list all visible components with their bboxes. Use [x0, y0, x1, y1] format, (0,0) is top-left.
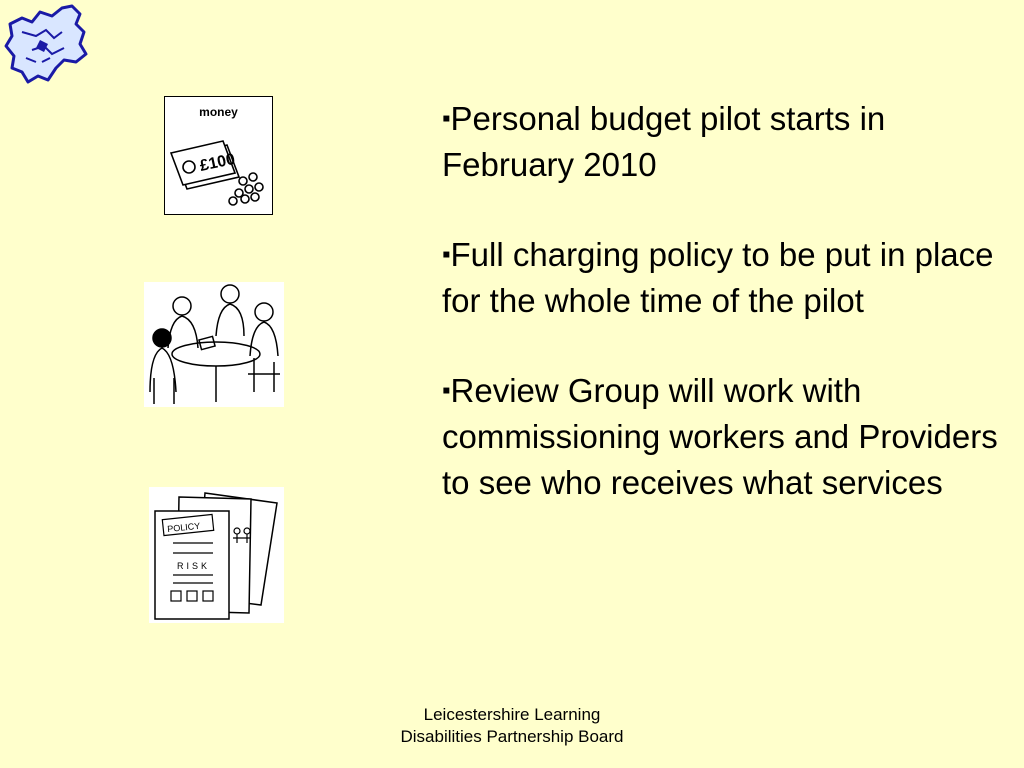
- bullet-text: Review Group will work with commissioning workers and Providers to see who receives what services: [442, 372, 998, 501]
- footer: [312, 704, 712, 748]
- bullet-marker: ▪: [442, 241, 451, 268]
- bullet-list: [442, 96, 1002, 506]
- money-note-text: £100: [198, 150, 237, 175]
- bullet-item: [442, 232, 1002, 324]
- meeting-icon: [144, 282, 284, 407]
- bullet-item: [442, 96, 1002, 188]
- money-label: money: [199, 105, 238, 119]
- policy-documents-picture: [149, 487, 284, 623]
- bullet-marker: ▪: [442, 105, 451, 132]
- policy-document-icon: [149, 487, 284, 623]
- county-map-icon: [2, 2, 88, 86]
- bullet-text: Full charging policy to be put in place for the whole time of the pilot: [442, 236, 994, 319]
- footer-line-1: Leicestershire Learning: [423, 705, 601, 724]
- bullet-marker: ▪: [442, 377, 451, 404]
- money-picture: [164, 96, 273, 215]
- policy-risk-text: RISK: [177, 561, 211, 571]
- county-map-logo: [2, 2, 88, 86]
- bullet-text: Personal budget pilot starts in February 2010: [442, 100, 886, 183]
- policy-title-text: POLICY: [166, 520, 201, 535]
- footer-line-2: Disabilities Partnership Board: [400, 727, 624, 746]
- meeting-picture: [144, 282, 284, 407]
- money-icon: [165, 97, 271, 213]
- bullet-item: [442, 368, 1002, 506]
